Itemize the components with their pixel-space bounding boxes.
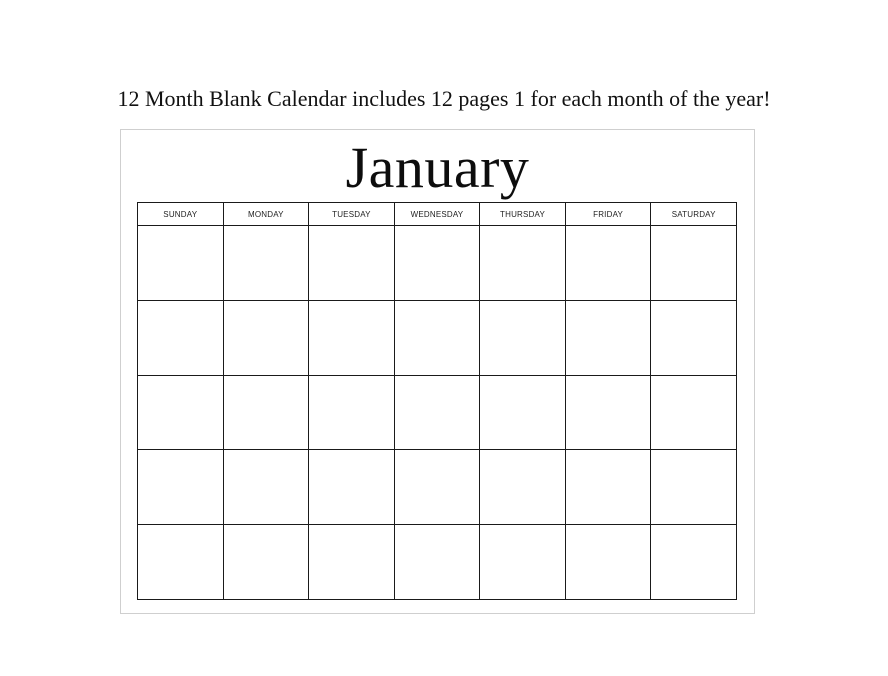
day-cell (223, 226, 309, 301)
day-cell (223, 375, 309, 450)
day-cell (565, 300, 651, 375)
week-row (138, 300, 737, 375)
day-cell (651, 375, 737, 450)
day-cell (565, 450, 651, 525)
calendar-page (120, 129, 755, 614)
day-cell (394, 375, 480, 450)
day-cell (138, 226, 224, 301)
day-cell (480, 226, 566, 301)
week-row (138, 450, 737, 525)
day-cell (651, 450, 737, 525)
day-cell (223, 525, 309, 600)
day-cell (138, 525, 224, 600)
day-cell (309, 375, 395, 450)
day-cell (565, 525, 651, 600)
day-cell (223, 450, 309, 525)
day-cell (309, 226, 395, 301)
day-cell (309, 450, 395, 525)
day-cell (223, 300, 309, 375)
day-cell (565, 375, 651, 450)
day-cell (651, 226, 737, 301)
day-cell (394, 300, 480, 375)
day-cell (480, 300, 566, 375)
month-title: January (345, 135, 530, 200)
weekday-header-friday: FRIDAY (565, 203, 651, 226)
day-cell (394, 450, 480, 525)
day-cell (651, 300, 737, 375)
day-cell (480, 450, 566, 525)
week-row (138, 226, 737, 301)
day-cell (138, 375, 224, 450)
week-row (138, 525, 737, 600)
weekday-header-monday: MONDAY (223, 203, 309, 226)
weekday-header-wednesday: WEDNESDAY (394, 203, 480, 226)
weekday-header-thursday: THURSDAY (480, 203, 566, 226)
day-cell (309, 525, 395, 600)
day-cell (480, 525, 566, 600)
day-cell (394, 226, 480, 301)
week-row (138, 375, 737, 450)
product-caption: 12 Month Blank Calendar includes 12 pages 1 for each month of the year! (117, 86, 771, 111)
weekday-header-row (138, 203, 737, 226)
day-cell (565, 226, 651, 301)
weekday-header-sunday: SUNDAY (138, 203, 224, 226)
calendar-grid (137, 202, 737, 600)
day-cell (394, 525, 480, 600)
day-cell (309, 300, 395, 375)
weekday-header-tuesday: TUESDAY (309, 203, 395, 226)
day-cell (138, 450, 224, 525)
weekday-header-saturday: SATURDAY (651, 203, 737, 226)
day-cell (480, 375, 566, 450)
day-cell (138, 300, 224, 375)
day-cell (651, 525, 737, 600)
